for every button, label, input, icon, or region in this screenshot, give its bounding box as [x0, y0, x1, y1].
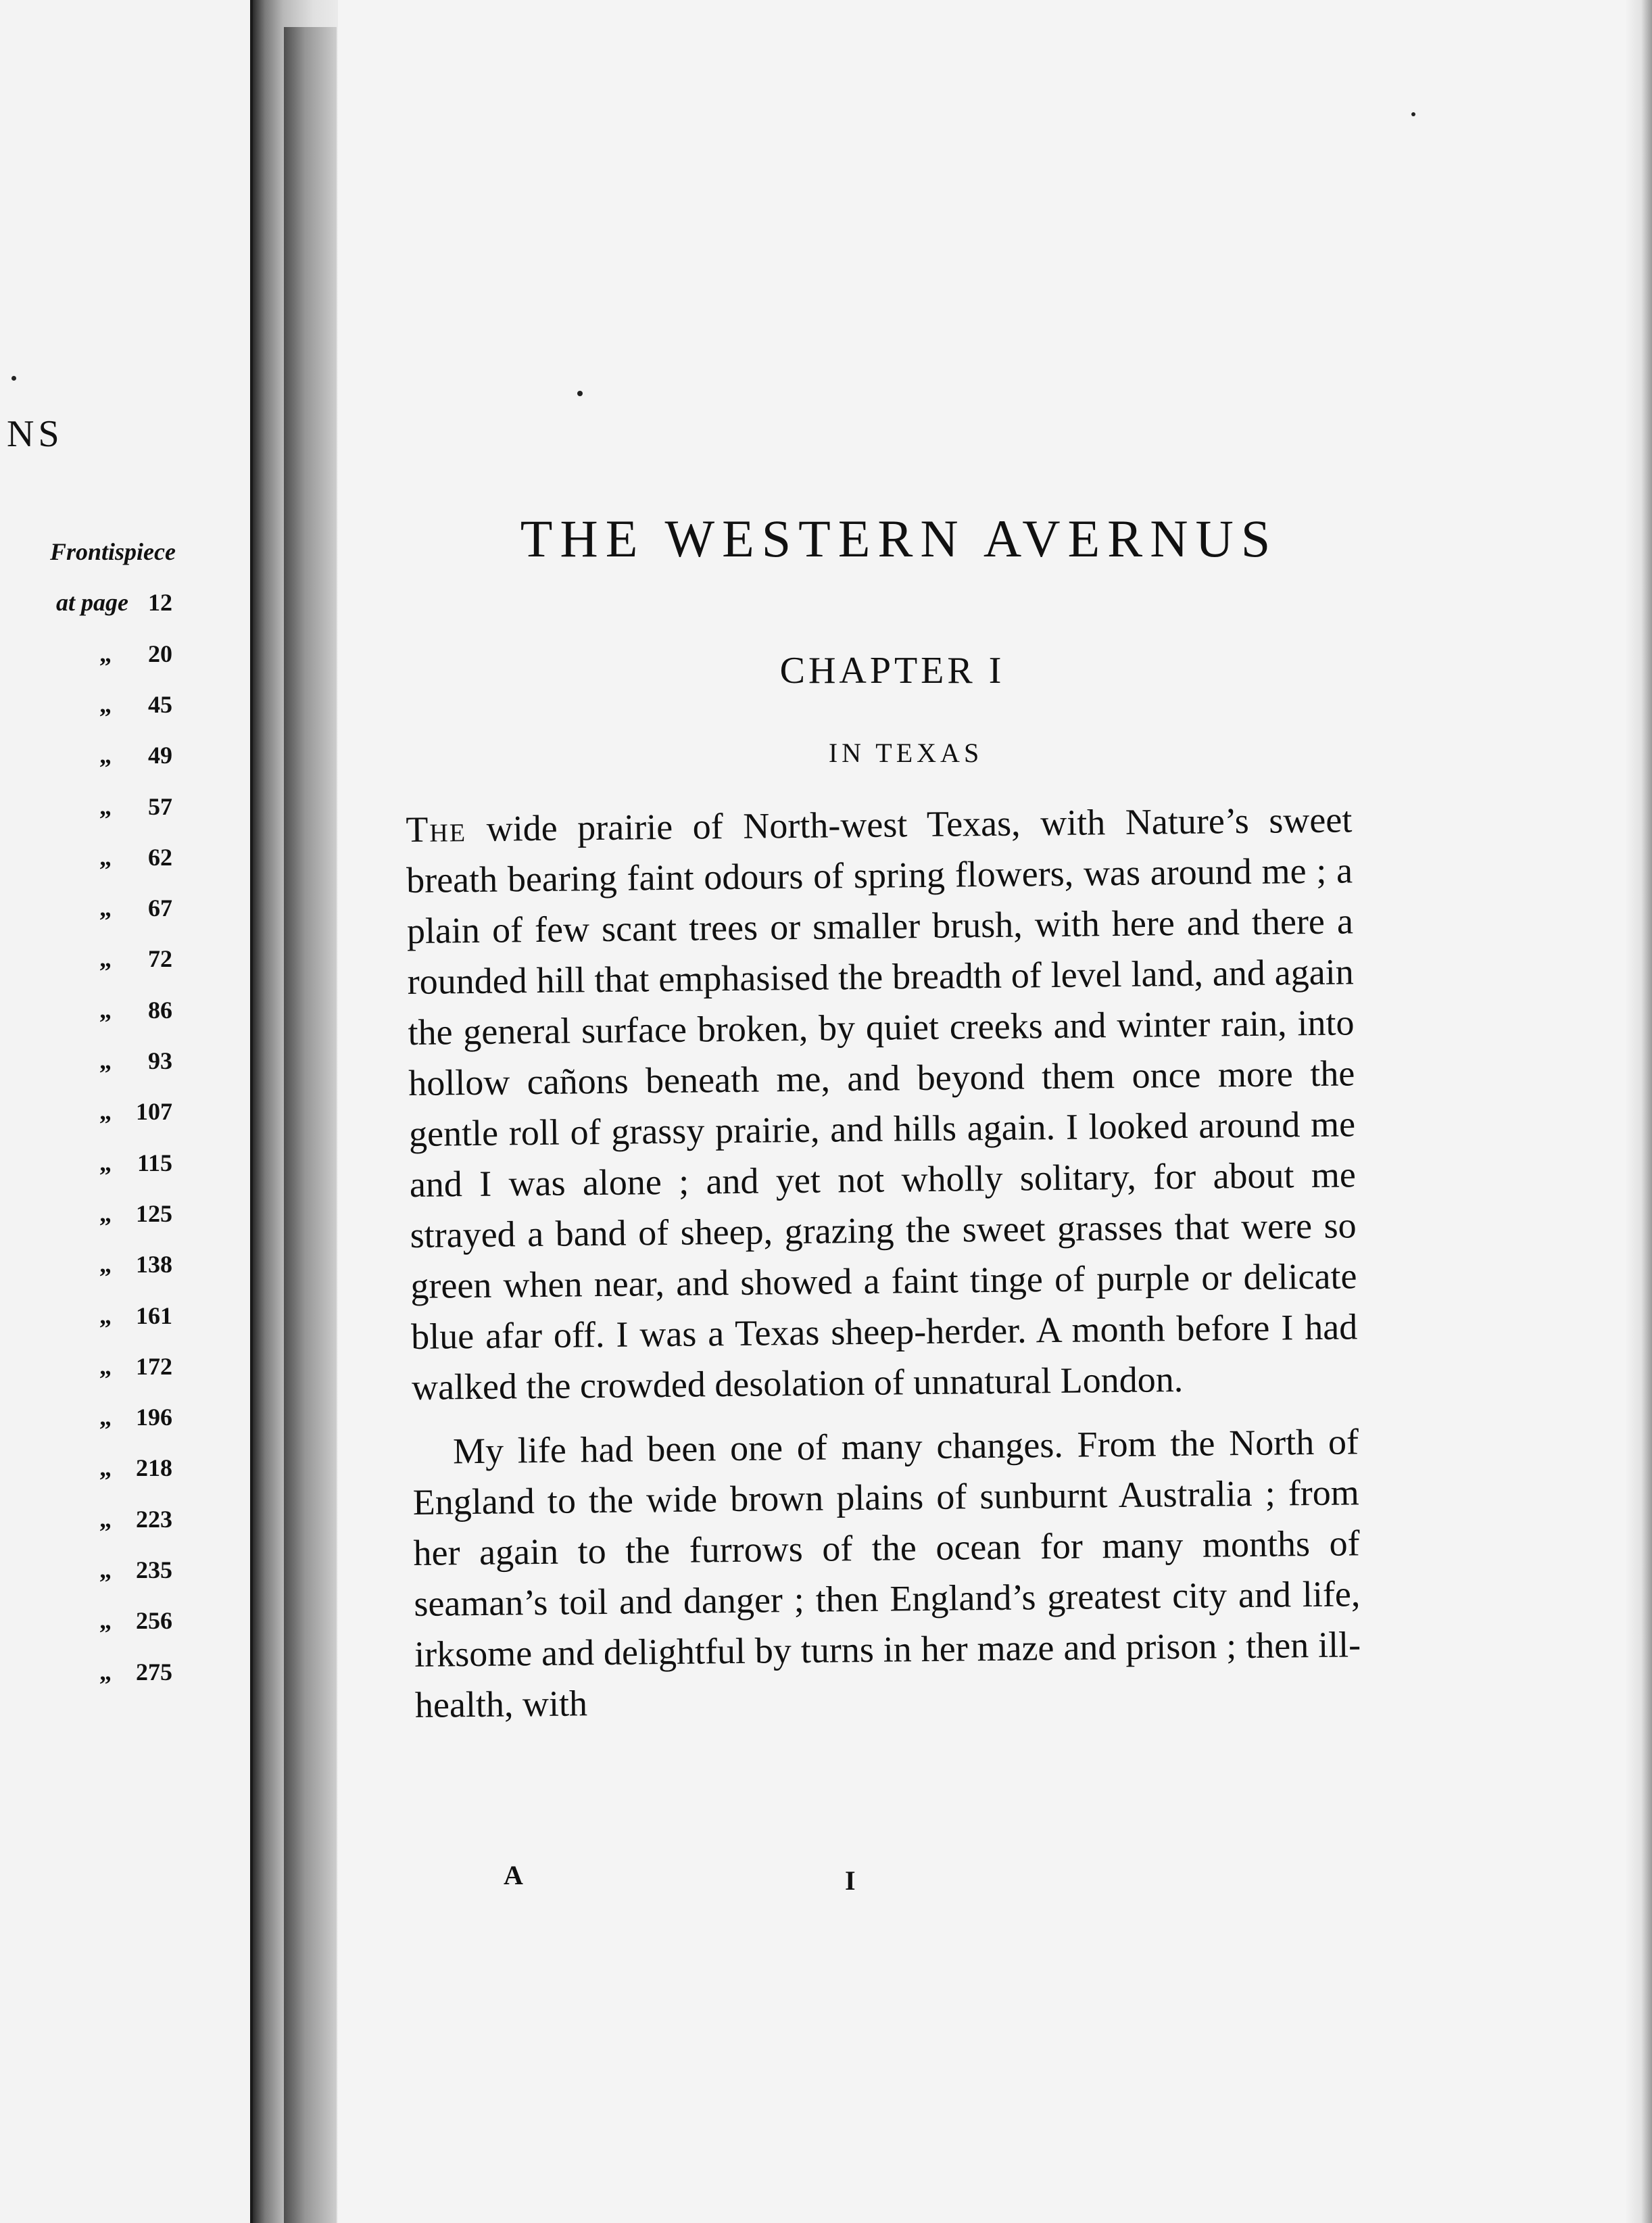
illustration-page-number: 275 — [136, 1658, 172, 1686]
paragraph-2: My life had been one of many changes. From the North of England to the wide brown plains of sunburnt Australia ; from her again to the furrows of the ocean for many months of seaman’s toil and danger ; then England’s greatest city and life, irksome and delightful by turns in her maze and prison ; then ill-health, with — [412, 1421, 1361, 1725]
illustration-page-number: 223 — [136, 1505, 172, 1533]
illustration-label: „ — [99, 1404, 112, 1431]
illustration-label: Frontispiece — [50, 538, 176, 565]
illustration-page-number: 45 — [148, 690, 172, 718]
illustration-row — [0, 1301, 250, 1349]
illustration-label: „ — [99, 640, 112, 667]
illustration-page-number: 138 — [136, 1251, 172, 1278]
left-facing-page — [0, 0, 253, 2223]
illustration-row — [0, 1658, 250, 1705]
illustration-row — [0, 894, 250, 941]
illustration-row — [0, 792, 250, 840]
illustration-row — [0, 1149, 250, 1196]
illustration-row — [0, 945, 250, 992]
scan-speck — [1411, 112, 1415, 116]
illustration-label: „ — [99, 1505, 112, 1533]
illustration-label: „ — [99, 1149, 112, 1176]
paragraph-1 — [406, 794, 1358, 1413]
illustration-page-number: 196 — [136, 1404, 172, 1431]
illustration-row — [0, 1097, 250, 1145]
illustration-row — [0, 1047, 250, 1094]
chapter-subtitle: IN TEXAS — [828, 738, 983, 768]
illustration-row — [0, 1199, 250, 1247]
paragraph-1-text: wide prairie of North-west Texas, with Nature’s sweet breath bearing faint odours of spring flowers, was around me ; a plain of few scant trees or smaller brush, with here and there a rounded hill that emphasised the breadth of level land, and again the general surface broken, by quiet creeks and winter rain, into hollow cañons beneath me, and beyond them once more the gentle roll of grassy prairie, and hills again. I looked around me and I was alone ; and yet not wholly solitary, for about me strayed a band of sheep, grazing the sweet grasses that were so green when near, and showed a faint tinge of purple or delicate blue afar off. I was a Texas sheep-herder. A month before I had walked the crowded desolation of unnatural London. — [406, 799, 1358, 1408]
page-edge-shadow — [1625, 0, 1652, 2223]
illustration-row — [0, 640, 250, 687]
illustration-page-number: 49 — [148, 742, 172, 769]
illustration-label: „ — [99, 1098, 112, 1126]
illustration-label: „ — [99, 894, 112, 922]
chapter-body — [406, 794, 1361, 1731]
illustration-label: „ — [99, 1199, 112, 1227]
illustration-row — [0, 1505, 250, 1552]
illustration-page-number: 161 — [136, 1301, 172, 1329]
illustration-page-number: 72 — [148, 945, 172, 973]
illustration-label: „ — [99, 690, 112, 718]
illustration-page-number: 93 — [148, 1047, 172, 1074]
illustration-label: „ — [99, 1251, 112, 1278]
binding-shadow — [284, 27, 337, 2223]
illustration-row — [0, 1454, 250, 1501]
illustration-row — [0, 537, 250, 585]
illustration-row — [0, 741, 250, 788]
illustration-row — [0, 996, 250, 1043]
illustration-page-number: 20 — [148, 640, 172, 667]
illustration-page-number: 12 — [148, 589, 172, 617]
illustration-label: „ — [99, 1658, 112, 1686]
illustration-page-number: 115 — [137, 1149, 172, 1176]
illustration-row — [0, 1606, 250, 1654]
illustration-page-number: 256 — [136, 1607, 172, 1635]
illustration-label: „ — [99, 742, 112, 769]
illustration-row — [0, 1250, 250, 1297]
page-number: I — [845, 1865, 856, 1896]
scan-speck — [11, 376, 16, 381]
illustration-row — [0, 843, 250, 890]
illustration-row — [0, 588, 250, 636]
illustration-row — [0, 1556, 250, 1603]
illustration-row — [0, 1403, 250, 1450]
illustration-label: „ — [99, 1556, 112, 1583]
illustration-label: „ — [99, 996, 112, 1024]
illustration-label: „ — [99, 1607, 112, 1635]
book-title: THE WESTERN AVERNUS — [520, 509, 1278, 568]
illustration-page-number: 125 — [136, 1199, 172, 1227]
illustration-page-number: 172 — [136, 1352, 172, 1380]
scan-speck — [577, 391, 583, 396]
illustration-page-number: 235 — [136, 1556, 172, 1583]
chapter-heading: CHAPTER I — [779, 650, 1005, 692]
illustration-page-number: 86 — [148, 996, 172, 1024]
illustration-label: „ — [99, 843, 112, 871]
illustration-row — [0, 1352, 250, 1400]
illustration-page-number: 107 — [136, 1098, 172, 1126]
illustration-label: „ — [99, 792, 112, 820]
signature-mark: A — [504, 1860, 523, 1890]
illustration-page-number: 67 — [148, 894, 172, 922]
illustration-label: at page — [56, 589, 128, 617]
illustration-label: „ — [99, 1301, 112, 1329]
illustration-page-number: 62 — [148, 843, 172, 871]
paragraph-lead-word: The — [406, 809, 467, 850]
illustration-label: „ — [99, 1047, 112, 1074]
list-heading-fragment: NS — [7, 413, 64, 455]
illustration-label: „ — [99, 945, 112, 973]
illustration-row — [0, 690, 250, 738]
illustration-page-number: 57 — [148, 792, 172, 820]
illustration-label: „ — [99, 1454, 112, 1482]
illustration-label: „ — [99, 1352, 112, 1380]
illustration-page-number: 218 — [136, 1454, 172, 1482]
